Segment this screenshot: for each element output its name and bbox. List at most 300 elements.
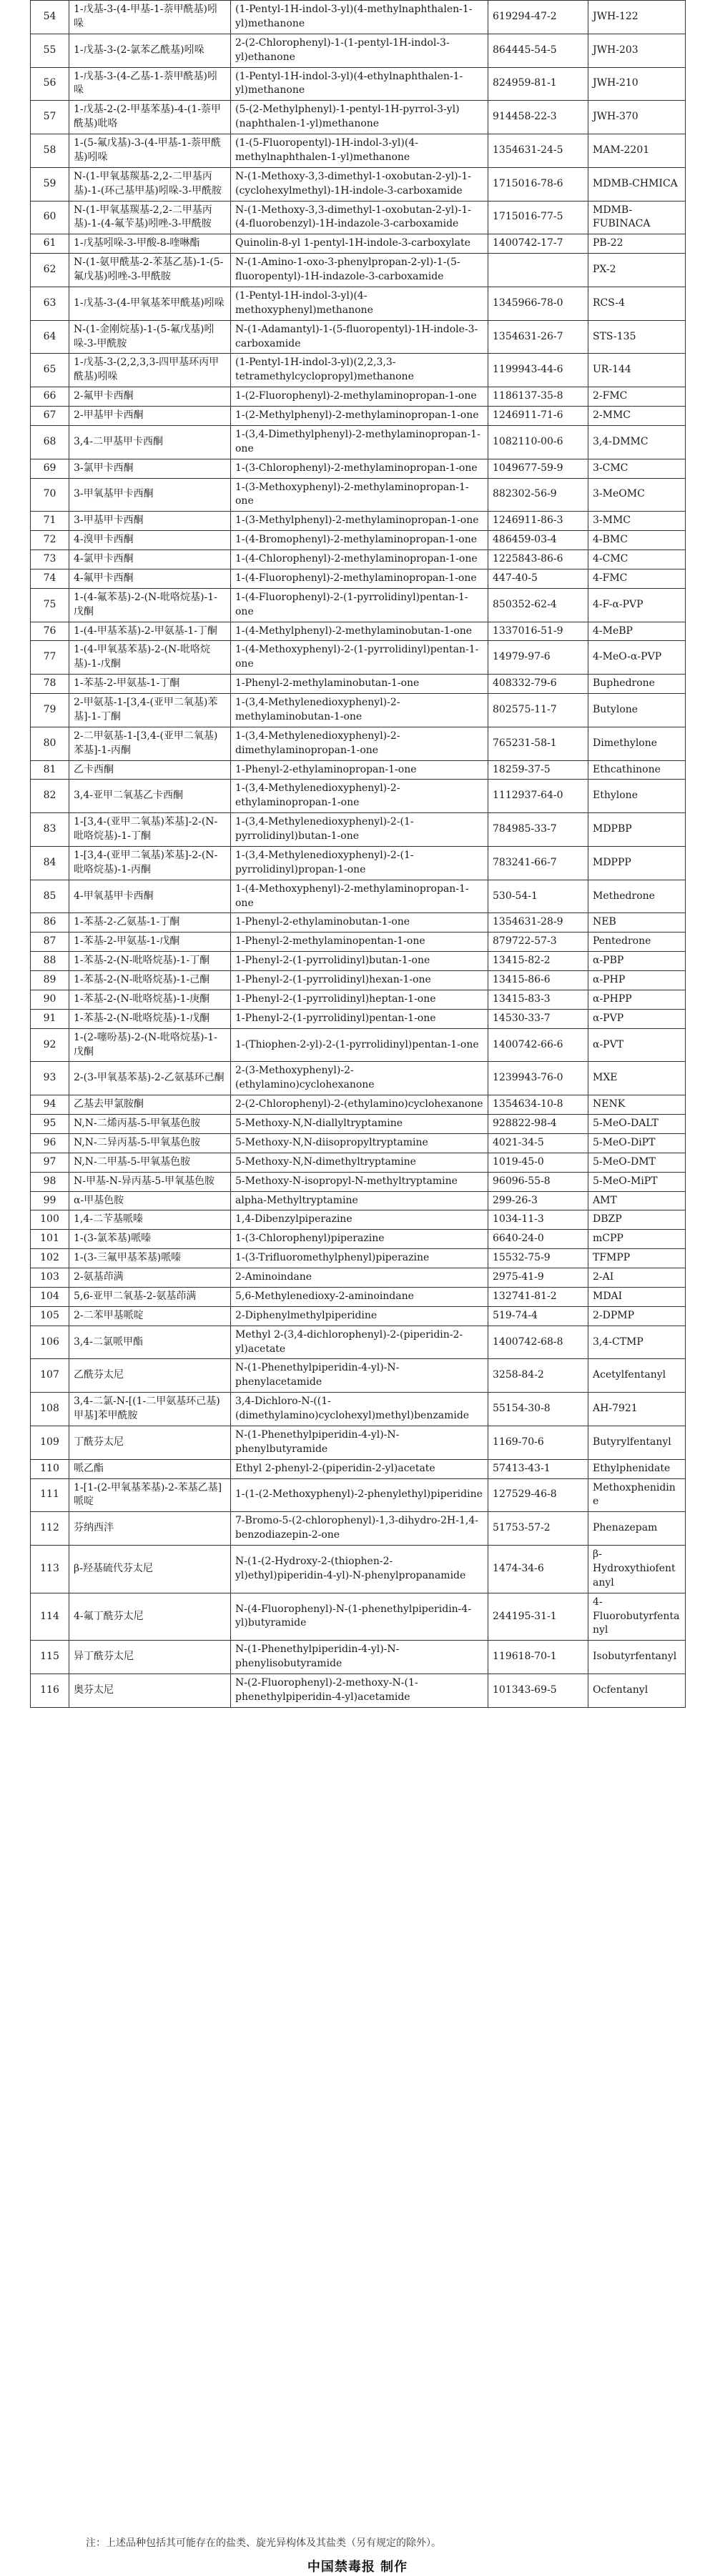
table-row — [31, 780, 686, 813]
row-number-cell: 62 — [31, 254, 69, 287]
chinese-name-cell: 3,4-二甲基甲卡西酮 — [69, 425, 231, 459]
chinese-name-cell: 2-(3-甲氧基苯基)-2-乙氨基环己酮 — [69, 1062, 231, 1095]
english-name-cell: Quinolin-8-yl 1-pentyl-1H-indole-3-carboxylate — [231, 234, 488, 254]
abbreviation-cell: PX-2 — [588, 254, 686, 287]
table-row — [31, 1478, 686, 1512]
abbreviation-cell: 5-MeO-DiPT — [588, 1133, 686, 1153]
english-name-cell: 7-Bromo-5-(2-chlorophenyl)-1,3-dihydro-2H-1,4-benzodiazepin-2-one — [231, 1512, 488, 1546]
row-number-cell: 78 — [31, 675, 69, 694]
table-row — [31, 1459, 686, 1478]
table-row — [31, 913, 686, 933]
chinese-name-cell: 2-二苯甲基哌啶 — [69, 1306, 231, 1326]
english-name-cell: 1-(2-Fluorophenyl)-2-methylaminopropan-1-one — [231, 387, 488, 407]
abbreviation-cell: DBZP — [588, 1210, 686, 1230]
row-number-cell: 66 — [31, 387, 69, 407]
table-row — [31, 1512, 686, 1546]
cas-number-cell: 408332-79-6 — [488, 675, 588, 694]
chinese-name-cell: 2-氟甲卡西酮 — [69, 387, 231, 407]
english-name-cell: N-(1-Methoxy-3,3-dimethyl-1-oxobutan-2-yl)-1-(4-fluorobenzyl)-1H-indazole-3-carboxamide — [231, 201, 488, 234]
chinese-name-cell: 1-(5-氟戊基)-3-(4-甲基-1-萘甲酰基)吲哚 — [69, 134, 231, 168]
cas-number-cell: 879722-57-3 — [488, 933, 588, 952]
cas-number-cell: 864445-54-5 — [488, 34, 588, 67]
abbreviation-cell: STS-135 — [588, 320, 686, 354]
table-row — [31, 694, 686, 727]
table-row — [31, 846, 686, 880]
row-number-cell: 54 — [31, 1, 69, 34]
chinese-name-cell: 1-戊基-3-(2,2,3,3-四甲基环丙甲酰基)吲哚 — [69, 354, 231, 387]
abbreviation-cell: AMT — [588, 1191, 686, 1210]
english-name-cell: N-(1-Phenethylpiperidin-4-yl)-N-phenylisobutyramide — [231, 1641, 488, 1674]
table-row — [31, 1426, 686, 1459]
abbreviation-cell: 2-AI — [588, 1268, 686, 1288]
abbreviation-cell: 4-MeBP — [588, 622, 686, 641]
abbreviation-cell: 4-MeO-α-PVP — [588, 641, 686, 675]
english-name-cell: 1-(4-Fluorophenyl)-2-methylaminopropan-1-one — [231, 569, 488, 588]
chinese-name-cell: 1-(4-甲基苯基)-2-甲氨基-1-丁酮 — [69, 622, 231, 641]
table-row — [31, 622, 686, 641]
cas-number-cell: 914458-22-3 — [488, 101, 588, 134]
abbreviation-cell: NENK — [588, 1095, 686, 1115]
row-number-cell: 108 — [31, 1393, 69, 1426]
english-name-cell: N-(1-Phenethylpiperidin-4-yl)-N-phenylbutyramide — [231, 1426, 488, 1459]
cas-number-cell: 1199943-44-6 — [488, 354, 588, 387]
row-number-cell: 90 — [31, 990, 69, 1009]
english-name-cell: alpha-Methyltryptamine — [231, 1191, 488, 1210]
chinese-name-cell: 1-苯基-2-乙氨基-1-丁酮 — [69, 913, 231, 933]
substance-table-wrapper — [30, 0, 685, 1708]
cas-number-cell: 1019-45-0 — [488, 1153, 588, 1172]
row-number-cell: 100 — [31, 1210, 69, 1230]
table-row — [31, 1133, 686, 1153]
english-name-cell: 1-(3,4-Methylenedioxyphenyl)-2-(1-pyrrolidinyl)butan-1-one — [231, 813, 488, 847]
abbreviation-cell: Ethylphenidate — [588, 1459, 686, 1478]
cas-number-cell: 447-40-5 — [488, 569, 588, 588]
cas-number-cell: 850352-62-4 — [488, 588, 588, 622]
english-name-cell: 1-Phenyl-2-ethylaminobutan-1-one — [231, 913, 488, 933]
english-name-cell: (1-(5-Fluoropentyl)-1H-indol-3-yl)(4-methylnaphthalen-1-yl)methanone — [231, 134, 488, 168]
chinese-name-cell: 4-甲氧基甲卡西酮 — [69, 880, 231, 913]
chinese-name-cell: N,N-二甲基-5-甲氧基色胺 — [69, 1153, 231, 1172]
table-row — [31, 933, 686, 952]
cas-number-cell: 51753-57-2 — [488, 1512, 588, 1546]
table-row — [31, 287, 686, 320]
abbreviation-cell: Dimethylone — [588, 727, 686, 760]
cas-number-cell: 519-74-4 — [488, 1306, 588, 1326]
cas-number-cell: 101343-69-5 — [488, 1674, 588, 1708]
english-name-cell: 2-(2-Chlorophenyl)-2-(ethylamino)cyclohexanone — [231, 1095, 488, 1115]
english-name-cell: 1-(Thiophen-2-yl)-2-(1-pyrrolidinyl)pentan-1-one — [231, 1028, 488, 1062]
table-row — [31, 34, 686, 67]
chinese-name-cell: 3,4-亚甲二氧基乙卡西酮 — [69, 780, 231, 813]
table-row — [31, 1210, 686, 1230]
cas-number-cell: 4021-34-5 — [488, 1133, 588, 1153]
chinese-name-cell: N-(1-金刚烷基)-1-(5-氟戊基)吲哚-3-甲酰胺 — [69, 320, 231, 354]
chinese-name-cell: 哌乙酯 — [69, 1459, 231, 1478]
row-number-cell: 102 — [31, 1249, 69, 1268]
row-number-cell: 104 — [31, 1287, 69, 1306]
row-number-cell: 59 — [31, 167, 69, 201]
english-name-cell: 1-Phenyl-2-methylaminopentan-1-one — [231, 933, 488, 952]
chinese-name-cell: 奥芬太尼 — [69, 1674, 231, 1708]
english-name-cell: 1-(3,4-Dimethylphenyl)-2-methylaminopropan-1-one — [231, 425, 488, 459]
abbreviation-cell: NEB — [588, 913, 686, 933]
cas-number-cell: 928822-98-4 — [488, 1115, 588, 1134]
abbreviation-cell: JWH-203 — [588, 34, 686, 67]
row-number-cell: 75 — [31, 588, 69, 622]
english-name-cell: 5,6-Methylenedioxy-2-aminoindane — [231, 1287, 488, 1306]
english-name-cell: 1-(2-Methylphenyl)-2-methylaminopropan-1-one — [231, 407, 488, 426]
abbreviation-cell: α-PHPP — [588, 990, 686, 1009]
row-number-cell: 68 — [31, 425, 69, 459]
table-row — [31, 813, 686, 847]
english-name-cell: 1-(3,4-Methylenedioxyphenyl)-2-methylaminobutan-1-one — [231, 694, 488, 727]
cas-number-cell: 14979-97-6 — [488, 641, 588, 675]
row-number-cell: 79 — [31, 694, 69, 727]
row-number-cell: 91 — [31, 1009, 69, 1028]
chinese-name-cell: 1-苯基-2-甲氨基-1-丁酮 — [69, 675, 231, 694]
chinese-name-cell: 1-苯基-2-(N-吡咯烷基)-1-己酮 — [69, 971, 231, 990]
english-name-cell: N-(1-Amino-1-oxo-3-phenylpropan-2-yl)-1-(5-fluoropentyl)-1H-indazole-3-carboxamide — [231, 254, 488, 287]
chinese-name-cell: 1-(3-三氟甲基苯基)哌嗪 — [69, 1249, 231, 1268]
english-name-cell: (1-Pentyl-1H-indol-3-yl)(2,2,3,3-tetramethylcyclopropyl)methanone — [231, 354, 488, 387]
cas-number-cell: 1354631-26-7 — [488, 320, 588, 354]
abbreviation-cell: mCPP — [588, 1230, 686, 1249]
english-name-cell: 5-Methoxy-N,N-diisopropyltryptamine — [231, 1133, 488, 1153]
row-number-cell: 80 — [31, 727, 69, 760]
table-row — [31, 234, 686, 254]
table-row — [31, 952, 686, 971]
cas-number-cell — [488, 254, 588, 287]
table-row — [31, 1393, 686, 1426]
english-name-cell: N-(1-Adamantyl)-1-(5-fluoropentyl)-1H-indole-3-carboxamide — [231, 320, 488, 354]
table-row — [31, 254, 686, 287]
chinese-name-cell: 乙卡西酮 — [69, 760, 231, 780]
english-name-cell: N-(1-Phenethylpiperidin-4-yl)-N-phenylacetamide — [231, 1359, 488, 1393]
english-name-cell: 1-(3-Trifluoromethylphenyl)piperazine — [231, 1249, 488, 1268]
english-name-cell: 1-(3,4-Methylenedioxyphenyl)-2-dimethylaminopropan-1-one — [231, 727, 488, 760]
row-number-cell: 57 — [31, 101, 69, 134]
row-number-cell: 88 — [31, 952, 69, 971]
cas-number-cell: 2975-41-9 — [488, 1268, 588, 1288]
chinese-name-cell: 1-[3,4-(亚甲二氧基)苯基]-2-(N-吡咯烷基)-1-丁酮 — [69, 813, 231, 847]
row-number-cell: 107 — [31, 1359, 69, 1393]
abbreviation-cell: MDPPP — [588, 846, 686, 880]
cas-number-cell: 1474-34-6 — [488, 1546, 588, 1593]
english-name-cell: N-(4-Fluorophenyl)-N-(1-phenethylpiperidin-4-yl)butyramide — [231, 1593, 488, 1641]
cas-number-cell: 57413-43-1 — [488, 1459, 588, 1478]
row-number-cell: 92 — [31, 1028, 69, 1062]
table-row — [31, 971, 686, 990]
table-row — [31, 641, 686, 675]
english-name-cell: 1-(4-Methoxyphenyl)-2-methylaminopropan-1-one — [231, 880, 488, 913]
table-row — [31, 1593, 686, 1641]
footnote: 注：上述品种包括其可能存在的盐类、旋光异构体及其盐类（另有规定的除外）。 — [86, 2537, 441, 2549]
english-name-cell: 1-(4-Bromophenyl)-2-methylaminopropan-1-one — [231, 531, 488, 550]
chinese-name-cell: 4-氯甲卡西酮 — [69, 550, 231, 570]
row-number-cell: 81 — [31, 760, 69, 780]
row-number-cell: 76 — [31, 622, 69, 641]
abbreviation-cell: RCS-4 — [588, 287, 686, 320]
english-name-cell: 2-Diphenylmethylpiperidine — [231, 1306, 488, 1326]
chinese-name-cell: N,N-二异丙基-5-甲氧基色胺 — [69, 1133, 231, 1153]
abbreviation-cell: α-PVT — [588, 1028, 686, 1062]
cas-number-cell: 244195-31-1 — [488, 1593, 588, 1641]
chinese-name-cell: 3,4-二氯-N-[(1-二甲氨基环己基)甲基]苯甲酰胺 — [69, 1393, 231, 1426]
english-name-cell: 1,4-Dibenzylpiperazine — [231, 1210, 488, 1230]
substance-table — [30, 0, 686, 1708]
cas-number-cell: 3258-84-2 — [488, 1359, 588, 1393]
english-name-cell: 1-Phenyl-2-methylaminobutan-1-one — [231, 675, 488, 694]
abbreviation-cell: MDMB-FUBINACA — [588, 201, 686, 234]
row-number-cell: 114 — [31, 1593, 69, 1641]
chinese-name-cell: 5,6-亚甲二氧基-2-氨基茚满 — [69, 1287, 231, 1306]
english-name-cell: 1-Phenyl-2-(1-pyrrolidinyl)pentan-1-one — [231, 1009, 488, 1028]
english-name-cell: (1-Pentyl-1H-indol-3-yl)(4-ethylnaphthalen-1-yl)methanone — [231, 67, 488, 101]
row-number-cell: 87 — [31, 933, 69, 952]
row-number-cell: 85 — [31, 880, 69, 913]
english-name-cell: 2-(3-Methoxyphenyl)-2-(ethylamino)cyclohexanone — [231, 1062, 488, 1095]
abbreviation-cell: 2-DPMP — [588, 1306, 686, 1326]
english-name-cell: 1-Phenyl-2-(1-pyrrolidinyl)hexan-1-one — [231, 971, 488, 990]
table-row — [31, 1172, 686, 1191]
abbreviation-cell: 4-BMC — [588, 531, 686, 550]
chinese-name-cell: 3-甲基甲卡西酮 — [69, 512, 231, 531]
abbreviation-cell: Phenazepam — [588, 1512, 686, 1546]
chinese-name-cell: 1-戊基-3-(4-甲氧基苯甲酰基)吲哚 — [69, 287, 231, 320]
english-name-cell: 1-Phenyl-2-(1-pyrrolidinyl)butan-1-one — [231, 952, 488, 971]
chinese-name-cell: 1-戊基吲哚-3-甲酸-8-喹啉酯 — [69, 234, 231, 254]
abbreviation-cell: 5-MeO-MiPT — [588, 1172, 686, 1191]
abbreviation-cell: 3-MeOMC — [588, 478, 686, 512]
abbreviation-cell: Ethylone — [588, 780, 686, 813]
chinese-name-cell: 2-二甲氨基-1-[3,4-(亚甲二氧基)苯基]-1-丙酮 — [69, 727, 231, 760]
row-number-cell: 113 — [31, 1546, 69, 1593]
table-row — [31, 588, 686, 622]
table-row — [31, 478, 686, 512]
abbreviation-cell: JWH-210 — [588, 67, 686, 101]
table-row — [31, 101, 686, 134]
table-row — [31, 1115, 686, 1134]
cas-number-cell: 1354631-28-9 — [488, 913, 588, 933]
chinese-name-cell: 乙酰芬太尼 — [69, 1359, 231, 1393]
row-number-cell: 60 — [31, 201, 69, 234]
chinese-name-cell: 3-甲氧基甲卡西酮 — [69, 478, 231, 512]
row-number-cell: 109 — [31, 1426, 69, 1459]
english-name-cell: N-(1-Methoxy-3,3-dimethyl-1-oxobutan-2-yl)-1-(cyclohexylmethyl)-1H-indole-3-carboxamide — [231, 167, 488, 201]
abbreviation-cell: 5-MeO-DMT — [588, 1153, 686, 1172]
table-row — [31, 67, 686, 101]
table-row — [31, 387, 686, 407]
cas-number-cell: 619294-47-2 — [488, 1, 588, 34]
row-number-cell: 84 — [31, 846, 69, 880]
abbreviation-cell: PB-22 — [588, 234, 686, 254]
chinese-name-cell: 1-戊基-3-(4-乙基-1-萘甲酰基)吲哚 — [69, 67, 231, 101]
chinese-name-cell: 1-(3-氯苯基)哌嗪 — [69, 1230, 231, 1249]
abbreviation-cell: MDMB-CHMICA — [588, 167, 686, 201]
abbreviation-cell: 4-Fluorobutyrfentanyl — [588, 1593, 686, 1641]
cas-number-cell: 824959-81-1 — [488, 67, 588, 101]
cas-number-cell: 802575-11-7 — [488, 694, 588, 727]
english-name-cell: 5-Methoxy-N-isopropyl-N-methyltryptamine — [231, 1172, 488, 1191]
row-number-cell: 70 — [31, 478, 69, 512]
cas-number-cell: 1354634-10-8 — [488, 1095, 588, 1115]
cas-number-cell: 13415-83-3 — [488, 990, 588, 1009]
abbreviation-cell: 4-F-α-PVP — [588, 588, 686, 622]
abbreviation-cell: 3-MMC — [588, 512, 686, 531]
row-number-cell: 94 — [31, 1095, 69, 1115]
abbreviation-cell: α-PHP — [588, 971, 686, 990]
abbreviation-cell: Butylone — [588, 694, 686, 727]
cas-number-cell: 1112937-64-0 — [488, 780, 588, 813]
row-number-cell: 56 — [31, 67, 69, 101]
abbreviation-cell: Methedrone — [588, 880, 686, 913]
abbreviation-cell: TFMPP — [588, 1249, 686, 1268]
english-name-cell: 1-(3,4-Methylenedioxyphenyl)-2-(1-pyrrolidinyl)propan-1-one — [231, 846, 488, 880]
chinese-name-cell: 4-氟甲卡西酮 — [69, 569, 231, 588]
row-number-cell: 101 — [31, 1230, 69, 1249]
cas-number-cell: 530-54-1 — [488, 880, 588, 913]
english-name-cell: 1-(3,4-Methylenedioxyphenyl)-2-ethylaminopropan-1-one — [231, 780, 488, 813]
abbreviation-cell: 4-CMC — [588, 550, 686, 570]
english-name-cell: 1-(3-Chlorophenyl)piperazine — [231, 1230, 488, 1249]
cas-number-cell: 1715016-77-5 — [488, 201, 588, 234]
row-number-cell: 58 — [31, 134, 69, 168]
english-name-cell: Methyl 2-(3,4-dichlorophenyl)-2-(piperidin-2-yl)acetate — [231, 1326, 488, 1359]
row-number-cell: 63 — [31, 287, 69, 320]
abbreviation-cell: Ethcathinone — [588, 760, 686, 780]
row-number-cell: 74 — [31, 569, 69, 588]
abbreviation-cell: Ocfentanyl — [588, 1674, 686, 1708]
abbreviation-cell: Methoxphenidine — [588, 1478, 686, 1512]
row-number-cell: 112 — [31, 1512, 69, 1546]
english-name-cell: 5-Methoxy-N,N-diallyltryptamine — [231, 1115, 488, 1134]
abbreviation-cell: 3-CMC — [588, 459, 686, 478]
cas-number-cell: 299-26-3 — [488, 1191, 588, 1210]
abbreviation-cell: 2-MMC — [588, 407, 686, 426]
chinese-name-cell: 1-苯基-2-(N-吡咯烷基)-1-庚酮 — [69, 990, 231, 1009]
table-row — [31, 1326, 686, 1359]
row-number-cell: 105 — [31, 1306, 69, 1326]
abbreviation-cell: β-Hydroxythiofentanyl — [588, 1546, 686, 1593]
chinese-name-cell: 1-戊基-3-(2-氯苯乙酰基)吲哚 — [69, 34, 231, 67]
chinese-name-cell: 1,4-二苄基哌嗪 — [69, 1210, 231, 1230]
english-name-cell: 1-(3-Methylphenyl)-2-methylaminopropan-1-one — [231, 512, 488, 531]
chinese-name-cell: 异丁酰芬太尼 — [69, 1641, 231, 1674]
row-number-cell: 116 — [31, 1674, 69, 1708]
table-row — [31, 1268, 686, 1288]
abbreviation-cell: Isobutyrfentanyl — [588, 1641, 686, 1674]
abbreviation-cell: α-PVP — [588, 1009, 686, 1028]
table-row — [31, 990, 686, 1009]
chinese-name-cell: β-羟基硫代芬太尼 — [69, 1546, 231, 1593]
chinese-name-cell: N,N-二烯丙基-5-甲氧基色胺 — [69, 1115, 231, 1134]
cas-number-cell: 1082110-00-6 — [488, 425, 588, 459]
table-row — [31, 1191, 686, 1210]
english-name-cell: 1-(4-Fluorophenyl)-2-(1-pyrrolidinyl)pentan-1-one — [231, 588, 488, 622]
cas-number-cell: 1246911-86-3 — [488, 512, 588, 531]
cas-number-cell: 119618-70-1 — [488, 1641, 588, 1674]
table-row — [31, 550, 686, 570]
cas-number-cell: 14530-33-7 — [488, 1009, 588, 1028]
cas-number-cell: 1400742-66-6 — [488, 1028, 588, 1062]
cas-number-cell: 1239943-76-0 — [488, 1062, 588, 1095]
chinese-name-cell: N-(1-甲氧基羰基-2,2-二甲基丙基)-1-(环己基甲基)吲哚-3-甲酰胺 — [69, 167, 231, 201]
abbreviation-cell: Buphedrone — [588, 675, 686, 694]
chinese-name-cell: 乙基去甲氯胺酮 — [69, 1095, 231, 1115]
table-row — [31, 459, 686, 478]
cas-number-cell: 882302-56-9 — [488, 478, 588, 512]
row-number-cell: 111 — [31, 1478, 69, 1512]
cas-number-cell: 784985-33-7 — [488, 813, 588, 847]
cas-number-cell: 1169-70-6 — [488, 1426, 588, 1459]
abbreviation-cell: Acetylfentanyl — [588, 1359, 686, 1393]
english-name-cell: (5-(2-Methylphenyl)-1-pentyl-1H-pyrrol-3-yl)(naphthalen-1-yl)methanone — [231, 101, 488, 134]
cas-number-cell: 1337016-51-9 — [488, 622, 588, 641]
table-row — [31, 675, 686, 694]
cas-number-cell: 18259-37-5 — [488, 760, 588, 780]
table-row — [31, 1249, 686, 1268]
table-row — [31, 320, 686, 354]
row-number-cell: 96 — [31, 1133, 69, 1153]
table-row — [31, 727, 686, 760]
chinese-name-cell: 1-(4-甲氧基苯基)-2-(N-吡咯烷基)-1-戊酮 — [69, 641, 231, 675]
table-row — [31, 1287, 686, 1306]
chinese-name-cell: 3,4-二氯哌甲酯 — [69, 1326, 231, 1359]
abbreviation-cell: 2-FMC — [588, 387, 686, 407]
row-number-cell: 93 — [31, 1062, 69, 1095]
chinese-name-cell: N-甲基-N-异丙基-5-甲氧基色胺 — [69, 1172, 231, 1191]
english-name-cell: 1-(3-Chlorophenyl)-2-methylaminopropan-1-one — [231, 459, 488, 478]
row-number-cell: 69 — [31, 459, 69, 478]
table-row — [31, 880, 686, 913]
row-number-cell: 110 — [31, 1459, 69, 1478]
row-number-cell: 55 — [31, 34, 69, 67]
row-number-cell: 77 — [31, 641, 69, 675]
english-name-cell: N-(2-Fluorophenyl)-2-methoxy-N-(1-phenethylpiperidin-4-yl)acetamide — [231, 1674, 488, 1708]
abbreviation-cell: Butyrylfentanyl — [588, 1426, 686, 1459]
row-number-cell: 98 — [31, 1172, 69, 1191]
table-row — [31, 1009, 686, 1028]
row-number-cell: 86 — [31, 913, 69, 933]
chinese-name-cell: 芬纳西泮 — [69, 1512, 231, 1546]
table-row — [31, 569, 686, 588]
abbreviation-cell: 3,4-DMMC — [588, 425, 686, 459]
cas-number-cell: 6640-24-0 — [488, 1230, 588, 1249]
cas-number-cell: 1354631-24-5 — [488, 134, 588, 168]
row-number-cell: 65 — [31, 354, 69, 387]
row-number-cell: 99 — [31, 1191, 69, 1210]
chinese-name-cell: 1-苯基-2-(N-吡咯烷基)-1-戊酮 — [69, 1009, 231, 1028]
english-name-cell: N-(1-(2-Hydroxy-2-(thiophen-2-yl)ethyl)piperidin-4-yl)-N-phenylpropanamide — [231, 1546, 488, 1593]
table-row — [31, 531, 686, 550]
row-number-cell: 97 — [31, 1153, 69, 1172]
chinese-name-cell: 2-氨基茚满 — [69, 1268, 231, 1288]
english-name-cell: 1-Phenyl-2-ethylaminopropan-1-one — [231, 760, 488, 780]
table-row — [31, 1306, 686, 1326]
cas-number-cell: 1225843-86-6 — [488, 550, 588, 570]
chinese-name-cell: α-甲基色胺 — [69, 1191, 231, 1210]
english-name-cell: 2-(2-Chlorophenyl)-1-(1-pentyl-1H-indol-3-yl)ethanone — [231, 34, 488, 67]
row-number-cell: 71 — [31, 512, 69, 531]
table-row — [31, 1062, 686, 1095]
cas-number-cell: 55154-30-8 — [488, 1393, 588, 1426]
chinese-name-cell: 1-苯基-2-甲氨基-1-戊酮 — [69, 933, 231, 952]
table-row — [31, 167, 686, 201]
row-number-cell: 106 — [31, 1326, 69, 1359]
chinese-name-cell: N-(1-甲氧基羰基-2,2-二甲基丙基)-1-(4-氟苄基)吲唑-3-甲酰胺 — [69, 201, 231, 234]
abbreviation-cell: MDPBP — [588, 813, 686, 847]
abbreviation-cell: UR-144 — [588, 354, 686, 387]
